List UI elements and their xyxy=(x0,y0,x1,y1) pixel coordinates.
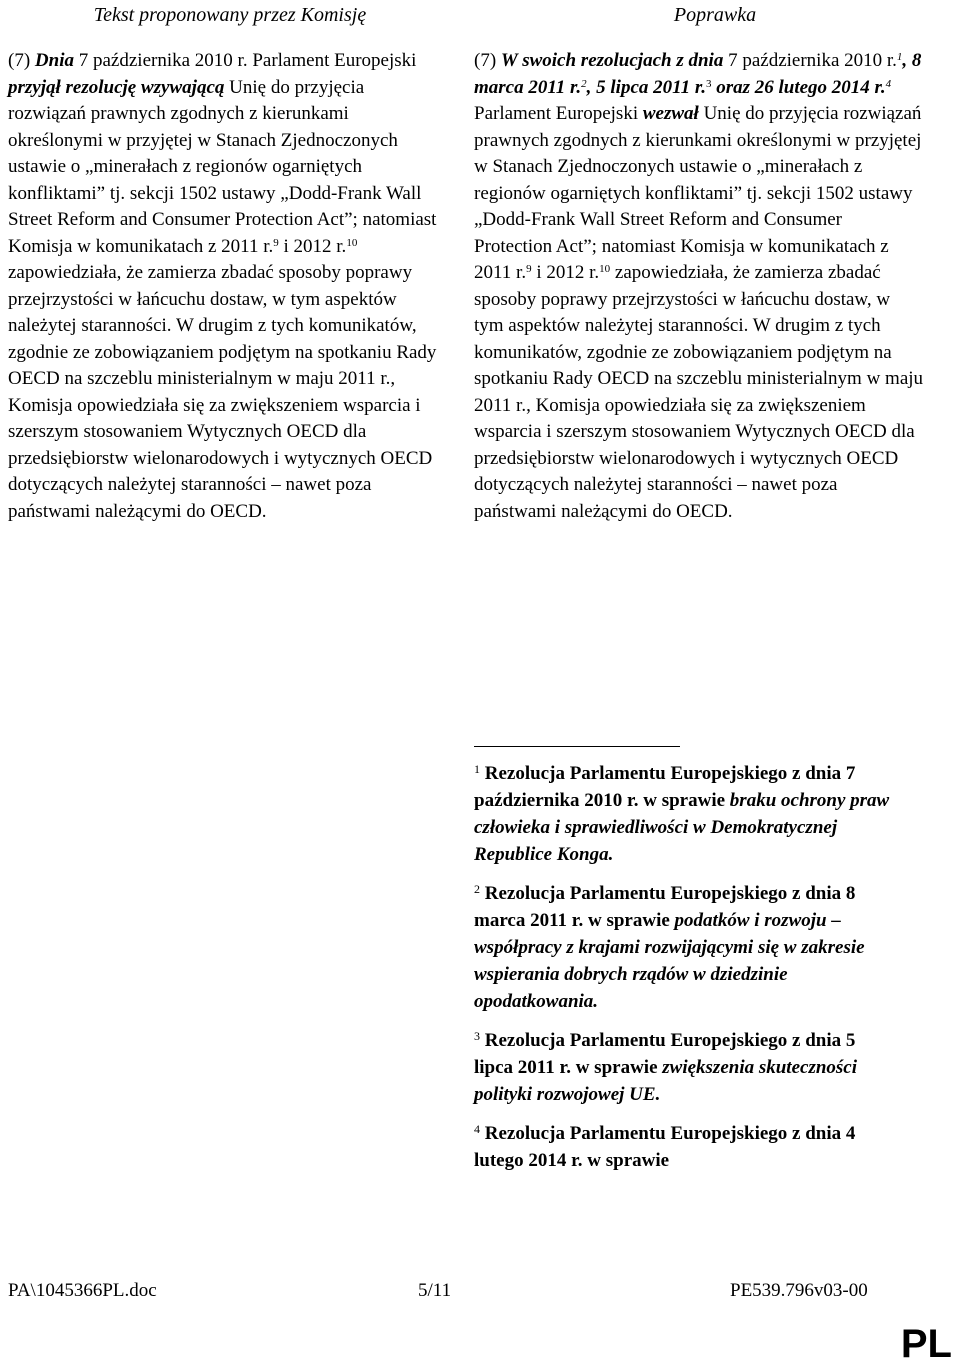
footnote-ref: 3 xyxy=(705,77,712,90)
footer-reference: PE539.796v03-00 xyxy=(730,1280,868,1301)
footnote-separator xyxy=(474,746,680,747)
text-run-bold-italic: , 5 lipca 2011 r. xyxy=(586,76,706,98)
footnote-ref: 10 xyxy=(599,263,611,275)
footnote-2 xyxy=(474,880,894,1015)
text-run: 7 października 2010 r. Parlament Europejski xyxy=(73,50,417,71)
text-run: Parlament Europejski xyxy=(474,103,643,124)
footnotes xyxy=(474,760,894,1186)
text-run-bold-italic: przyjął rezolucję wzywającą xyxy=(8,76,225,98)
footnote-number: 3 xyxy=(474,1029,480,1043)
header-original-text: Tekst proponowany przez Komisję xyxy=(93,4,367,26)
footnote-text: Rezolucja Parlamentu Europejskiego z dnia 8 marca 2011 r. w sprawie xyxy=(474,883,856,931)
text-run: (7) xyxy=(474,50,501,71)
footnote-1 xyxy=(474,760,894,868)
original-text-column xyxy=(8,48,440,525)
text-run-bold-italic: wezwał xyxy=(642,103,699,124)
text-run: Unię do przyjęcia rozwiązań prawnych zgodnych z kierunkami określonymi w przyjętej w Stanach Zjednoczonych ustawie o „minerałach z regionów ogarniętych konfliktami” tj. sekcji 1502 ustawy „Dodd-Frank Wall Street Reform and Consumer Protection Act”; natomiast Komisja w komunikatach z 2011 r. xyxy=(474,103,922,283)
amendment-column xyxy=(474,48,924,525)
footnote-number: 4 xyxy=(474,1122,480,1136)
footnote-text: Rezolucja Parlamentu Europejskiego z dnia 7 października 2010 r. w sprawie xyxy=(474,763,856,811)
footnote-4 xyxy=(474,1120,894,1174)
language-code: PL xyxy=(900,1322,952,1366)
text-run: 7 października 2010 r. xyxy=(723,50,897,71)
footnote-number: 1 xyxy=(474,762,480,776)
text-run-bold-italic: , 8 marca 2011 r. xyxy=(474,50,922,98)
footnote-title: braku ochrony praw człowieka i sprawiedliwości w Demokratycznej Republice Konga. xyxy=(474,790,890,865)
footer-doc-id: PA\1045366PL.doc xyxy=(8,1280,157,1301)
footnote-number: 2 xyxy=(474,882,480,896)
footnote-text: Rezolucja Parlamentu Europejskiego z dnia 4 lutego 2014 r. w sprawie xyxy=(474,1123,856,1171)
footnote-ref: 2 xyxy=(581,77,587,90)
footnote-ref: 9 xyxy=(526,263,532,275)
text-run: (7) xyxy=(8,50,35,71)
text-run: zapowiedziała, że zamierza zbadać sposoby poprawy przejrzystości w łańcuchu dostaw, w tym aspektów należytej staranności. W drugim z tych komunikatów, zgodnie ze zobowiązaniem podjętym na spotkaniu Rady OECD na szczeblu ministerialnym w maju 2011 r., Komisja opowiedziała się za zwiększeniem wsparcia i szerszym stosowaniem Wytycznych OECD dla przedsiębiorstw wielonarodowych i wytycznych OECD dotyczących należytej staranności – nawet poza państwami należącymi do OECD. xyxy=(8,262,437,522)
text-run: i 2012 r. xyxy=(531,262,600,283)
footnote-ref: 4 xyxy=(885,77,892,90)
text-run-bold-italic: oraz 26 lutego 2014 r. xyxy=(711,76,886,98)
text-run-bold-italic: Dnia xyxy=(34,50,74,71)
footnote-ref: 9 xyxy=(273,236,279,249)
footer-page-number: 5/11 xyxy=(418,1280,452,1301)
text-run: zapowiedziała, że zamierza zbadać sposoby poprawy przejrzystości w łańcuchu dostaw, w tym aspektów należytej staranności. W drugim z tych komunikatów, zgodnie ze zobowiązaniem podjętym na spotkaniu Rady OECD na szczeblu ministerialnym w maju 2011 r., Komisja opowiedziała się za zwiększeniem wsparcia i szerszym stosowaniem Wytycznych OECD dla przedsiębiorstw wielonarodowych i wytycznych OECD dotyczących należytej staranności – nawet poza państwami należącymi do OECD. xyxy=(474,262,924,522)
footnote-ref: 10 xyxy=(346,236,358,249)
footnote-ref: 1 xyxy=(896,51,903,63)
header-amendment: Poprawka xyxy=(673,4,757,26)
footnote-title: zwiększenia skuteczności polityki rozwojowej UE. xyxy=(474,1057,858,1105)
text-run-bold-italic: W swoich rezolucjach z dnia xyxy=(500,50,724,71)
footnote-title: podatków i rozwoju – współpracy z krajami rozwijającymi się w zakresie wspierania dobrych rządów w dziedzinie opodatkowania. xyxy=(474,910,865,1012)
footnote-text: Rezolucja Parlamentu Europejskiego z dnia 5 lipca 2011 r. w sprawie xyxy=(474,1030,856,1078)
text-run: Unię do przyjęcia rozwiązań prawnych zgodnych z kierunkami określonymi w przyjętej w Stanach Zjednoczonych ustawie o „minerałach z regionów ogarniętych konfliktami” tj. sekcji 1502 ustawy „Dodd-Frank Wall Street Reform and Consumer Protection Act”; natomiast Komisja w komunikatach z 2011 r. xyxy=(8,76,437,257)
text-run: i 2012 r. xyxy=(278,235,347,257)
footnote-3 xyxy=(474,1027,894,1108)
